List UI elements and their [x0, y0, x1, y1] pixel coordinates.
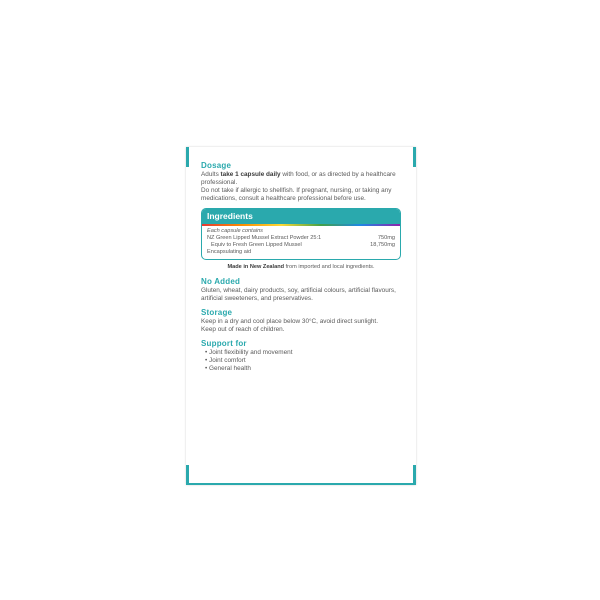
dosage-instructions [201, 171, 401, 187]
list-item: • General health [205, 365, 401, 373]
ingredient-row [207, 242, 395, 249]
ingredients-intro: Each capsule contains [207, 227, 263, 234]
bottom-accent-rule [186, 483, 416, 485]
dosage-section [201, 161, 401, 203]
list-item: • Joint comfort [205, 357, 401, 365]
left-accent-edge [186, 147, 189, 485]
made-in-bold: Made in New Zealand [227, 263, 285, 270]
dosage-line1-pre: Adults [201, 171, 221, 178]
ingredient-name: Equiv to Fresh Green Lipped Mussel [211, 241, 302, 248]
panel-content [201, 161, 401, 378]
ingredient-amount: 750mg [377, 234, 395, 241]
dosage-line1-post: with food, or as directed by a healthcare professional. [201, 171, 396, 186]
no-added-text: Gluten, wheat, dairy products, soy, artificial colours, artificial flavours, artificial sweeteners, and preservatives. [201, 286, 396, 302]
dosage-warning: Do not take if allergic to shellfish. If pregnant, nursing, or taking any medications, consult a healthcare professional before use. [201, 187, 392, 202]
support-section [201, 339, 401, 373]
ingredient-name: Encapsulating aid [207, 248, 252, 255]
storage-line2: Keep out of reach of children. [201, 325, 285, 333]
ingredients-heading: Ingredients [202, 209, 400, 224]
no-added-section [201, 277, 401, 303]
storage-line1: Keep in a dry and cool place below 30°C, avoid direct sunlight. [201, 317, 378, 325]
product-box-panel [186, 147, 416, 485]
ingredient-row [207, 235, 395, 242]
list-item: • Joint flexibility and movement [205, 349, 401, 357]
made-in-statement [201, 264, 401, 271]
dosage-heading: Dosage [201, 161, 232, 170]
ingredients-body [202, 226, 400, 259]
ingredients-panel [201, 208, 401, 260]
ingredient-row [207, 249, 395, 256]
support-heading: Support for [201, 338, 247, 348]
storage-heading: Storage [201, 307, 233, 317]
storage-section [201, 308, 401, 334]
right-accent-edge [413, 147, 416, 485]
support-list [201, 349, 401, 373]
made-in-rest: from imported and local ingredients. [284, 263, 375, 270]
dosage-line1-bold: take 1 capsule daily [220, 171, 281, 178]
ingredient-amount: 18,750mg [370, 241, 395, 248]
no-added-heading: No Added [201, 276, 241, 286]
ingredient-name: NZ Green Lipped Mussel Extract Powder 25:1 [207, 234, 322, 241]
